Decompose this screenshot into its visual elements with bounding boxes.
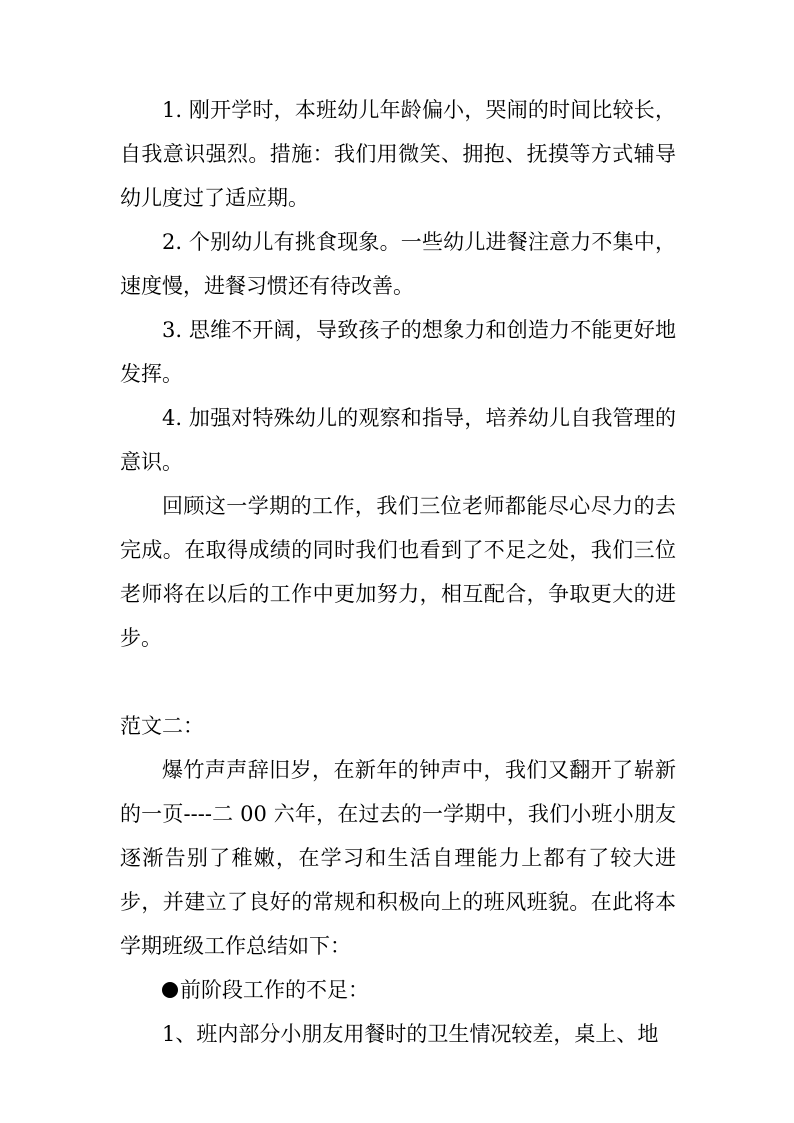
document-body <box>120 88 676 1056</box>
bullet-dot-icon <box>162 982 178 998</box>
paragraph-item-2: 2. 个别幼儿有挑食现象。一些幼儿进餐注意力不集中，速度慢，进餐习惯还有待改善。 <box>120 230 676 298</box>
paragraph-item-4: 4. 加强对特殊幼儿的观察和指导，培养幼儿自我管理的意识。 <box>120 406 676 474</box>
bullet-heading-text: 前阶段工作的不足： <box>180 978 369 1002</box>
paragraph-list-item: 1、班内部分小朋友用餐时的卫生情况较差，桌上、地 <box>162 1022 659 1046</box>
paragraph-summary: 回顾这一学期的工作，我们三位老师都能尽心尽力的去完成。在取得成绩的同时我们也看到了不足之处，我们三位老师将在以后的工作中更加努力，相互配合，争取更大的进步。 <box>120 494 676 650</box>
section-heading: 范文二： <box>120 714 204 738</box>
paragraph-item-3: 3. 思维不开阔，导致孩子的想象力和创造力不能更好地发挥。 <box>120 318 676 386</box>
paragraph-item-1: 1. 刚开学时，本班幼儿年龄偏小，哭闹的时间比较长，自我意识强烈。措施：我们用微笑、拥抱、抚摸等方式辅导幼儿度过了适应期。 <box>120 98 676 210</box>
paragraph-intro: 爆竹声声辞旧岁，在新年的钟声中，我们又翻开了崭新的一页----二 00 六年，在过去的一学期中，我们小班小朋友逐渐告别了稚嫩，在学习和生活自理能力上都有了较大进步，并建立了良好的常规和积极向上的班风班貌。在此将本学期班级工作总结如下： <box>120 758 676 958</box>
bullet-heading <box>120 968 676 1012</box>
